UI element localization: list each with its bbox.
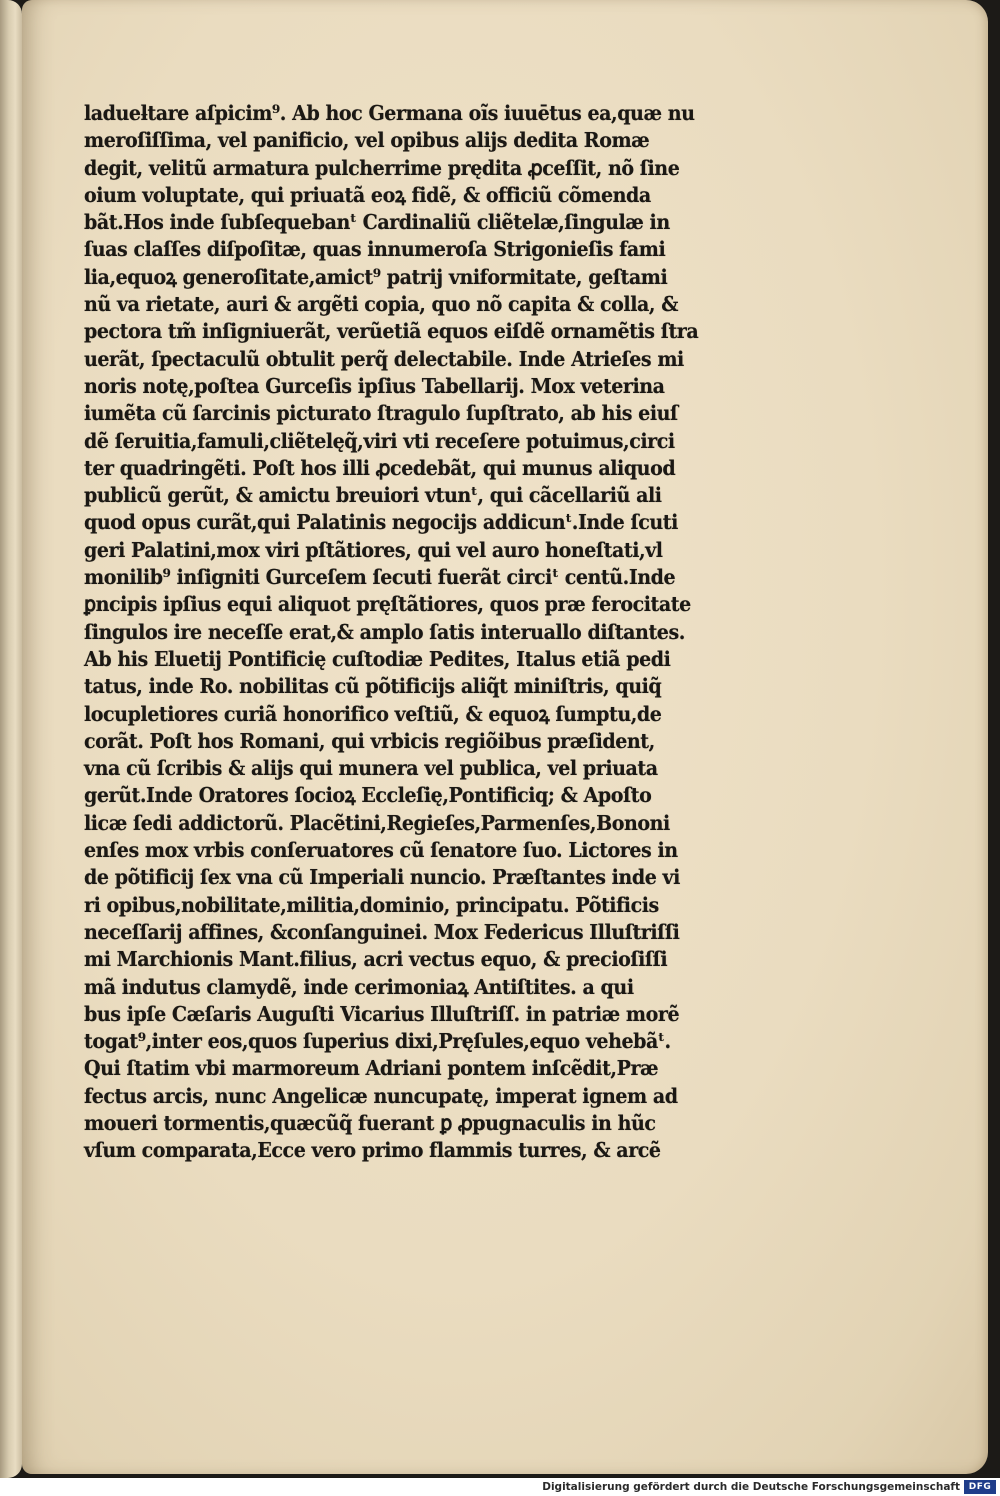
text-line-1: ladueƚtare aſpicim⁹. Ab hoc Germana oĩs iuuētus ea,quæ nu [84,101,695,125]
text-line-25: vna cũ ſcribis & alijs qui munera vel publica, vel priuata [84,756,658,781]
text-line-24: corãt. Poſt hos Romani, qui vrbicis regiõibus præſident, [84,728,655,753]
text-line-13: dẽ ſeruitia,famuli,cliẽtelęq̃,viri vti receſere potuimus,circi [84,428,675,453]
text-line-23: locupletiores curiã honorifico veſtiũ, & equoꝝ ſumptu,de [84,701,662,726]
text-line-22: tatus, inde Ro. nobilitas cũ põtificijs aliq̃t miniſtris, quiq̃ [84,674,662,699]
text-line-29: de põtificij ſex vna cũ Imperiali nuncio. Præſtantes inde vi [84,865,680,890]
text-line-18: monilib⁹ inſigniti Gurceſem ſecuti fuerãt circiᵗ centũ.Inde [84,565,676,590]
footer-bar [0,1478,1000,1496]
funding-credit: Digitalisierung gefördert durch die Deutsche Forschungsgemeinschaft [542,1481,960,1493]
text-line-14: ter quadringẽti. Poſt hos illi ꝓcedebãt, qui munus aliquod [84,455,676,480]
text-line-3: degit, velitũ armatura pulcherrime prędita ꝓceſſit, nõ ſine [84,155,680,180]
text-line-27: licæ ſedi addictorũ. Placẽtini,Regieſes,Parmenſes,Bononi [84,810,670,835]
text-line-10: uerãt, ſpectaculũ obtulit perq̃ delectabile. Inde Atrieſes mi [84,346,684,371]
text-line-20: ſingulos ire neceſſe erat,& amplo ſatis interuallo diſtantes. [84,619,685,644]
text-line-6: ſuas claſſes diſpoſitæ, quas innumeroſa Strigonieſis fami [84,237,666,262]
text-line-17: geri Palatini,mox viri pſtãtiores, qui vel auro honeſtati,vl [84,537,663,562]
text-line-2: meroſiſſima, vel panificio, vel opibus alijs dedita Romæ [84,128,650,153]
text-line-11: noris notę,poſtea Gurceſis ipſius Tabellarij. Mox veterina [84,373,665,398]
text-line-26: gerũt.Inde Oratores ſocioꝝ Eccleſię,Pontificiq; & Apoſto [84,783,652,808]
text-line-5: bãt.Hos inde ſubſequebanᵗ Cardinaliũ cliẽtelæ,ſingulæ in [84,210,670,235]
text-line-33: mã indutus clamydẽ, inde cerimoniaꝝ Antiſtites. a qui [84,974,634,999]
text-line-19: ꝑncipis ipſius equi aliquot pręſtãtiores, quos præ ferocitate [84,592,691,617]
text-line-36: Qui ſtatim vbi marmoreum Adriani pontem inſcẽdit,Præ [84,1056,659,1081]
text-line-37: fectus arcis, nunc Angelicæ nuncupatę, imperat ignem ad [84,1083,678,1108]
book-page [22,0,988,1474]
text-line-8: nũ va rietate, auri & argẽti copia, quo nõ capita & colla, & [84,292,678,317]
text-line-12: iumẽta cũ ſarcinis picturato ſtragulo ſupſtrato, ab his eiuſ [84,401,678,426]
text-line-39: vſum comparata,Ecce vero primo flammis turres, & arcẽ [84,1138,661,1163]
text-line-38: moueri tormentis,quæcũq̃ fuerant ꝑ ꝓpugnaculis in hũc [84,1110,656,1135]
text-line-15: publicũ gerũt, & amictu breuiori vtunᵗ, qui cãcellariũ ali [84,483,662,508]
text-line-28: enſes mox vrbis conſeruatores cũ ſenatore ſuo. Lictores in [84,838,678,863]
text-line-30: ri opibus,nobilitate,militia,dominio, principatu. Põtificis [84,892,659,917]
text-line-7: lia,equoꝝ generoſitate,amict⁹ patrij vniformitate, geſtami [84,264,668,289]
text-line-16: quod opus curãt,qui Palatinis negocijs addicunᵗ.Inde ſcuti [84,510,678,535]
right-scan-edge [988,0,1000,1478]
text-line-4: oium voluptate, qui priuatã eoꝝ fidẽ, & officiũ cõmenda [84,182,651,207]
page-text-block [84,100,784,1165]
left-page-edge [0,0,22,1478]
text-line-9: pectora tm̃ inſigniuerãt, verũetiã equos eiſdẽ ornamẽtis ſtra [84,319,699,344]
text-line-35: togat⁹,inter eos,quos ſuperius dixi,Pręſules,equo vehebãᵗ. [84,1029,671,1054]
text-line-21: Ab his Eluetij Pontificię cuſtodiæ Pedites, Italus etiã pedi [84,646,671,671]
text-line-31: neceſſarij affines, &conſanguinei. Mox Federicus Illuſtriſſi [84,919,680,944]
text-line-34: bus ipſe Cæſaris Auguſti Vicarius Illuſtriſſ. in patriæ morẽ [84,1001,680,1026]
text-line-32: mi Marchionis Mant.filius, acri vectus equo, & precioſiſſi [84,947,668,972]
dfg-logo: DFG [964,1480,996,1494]
